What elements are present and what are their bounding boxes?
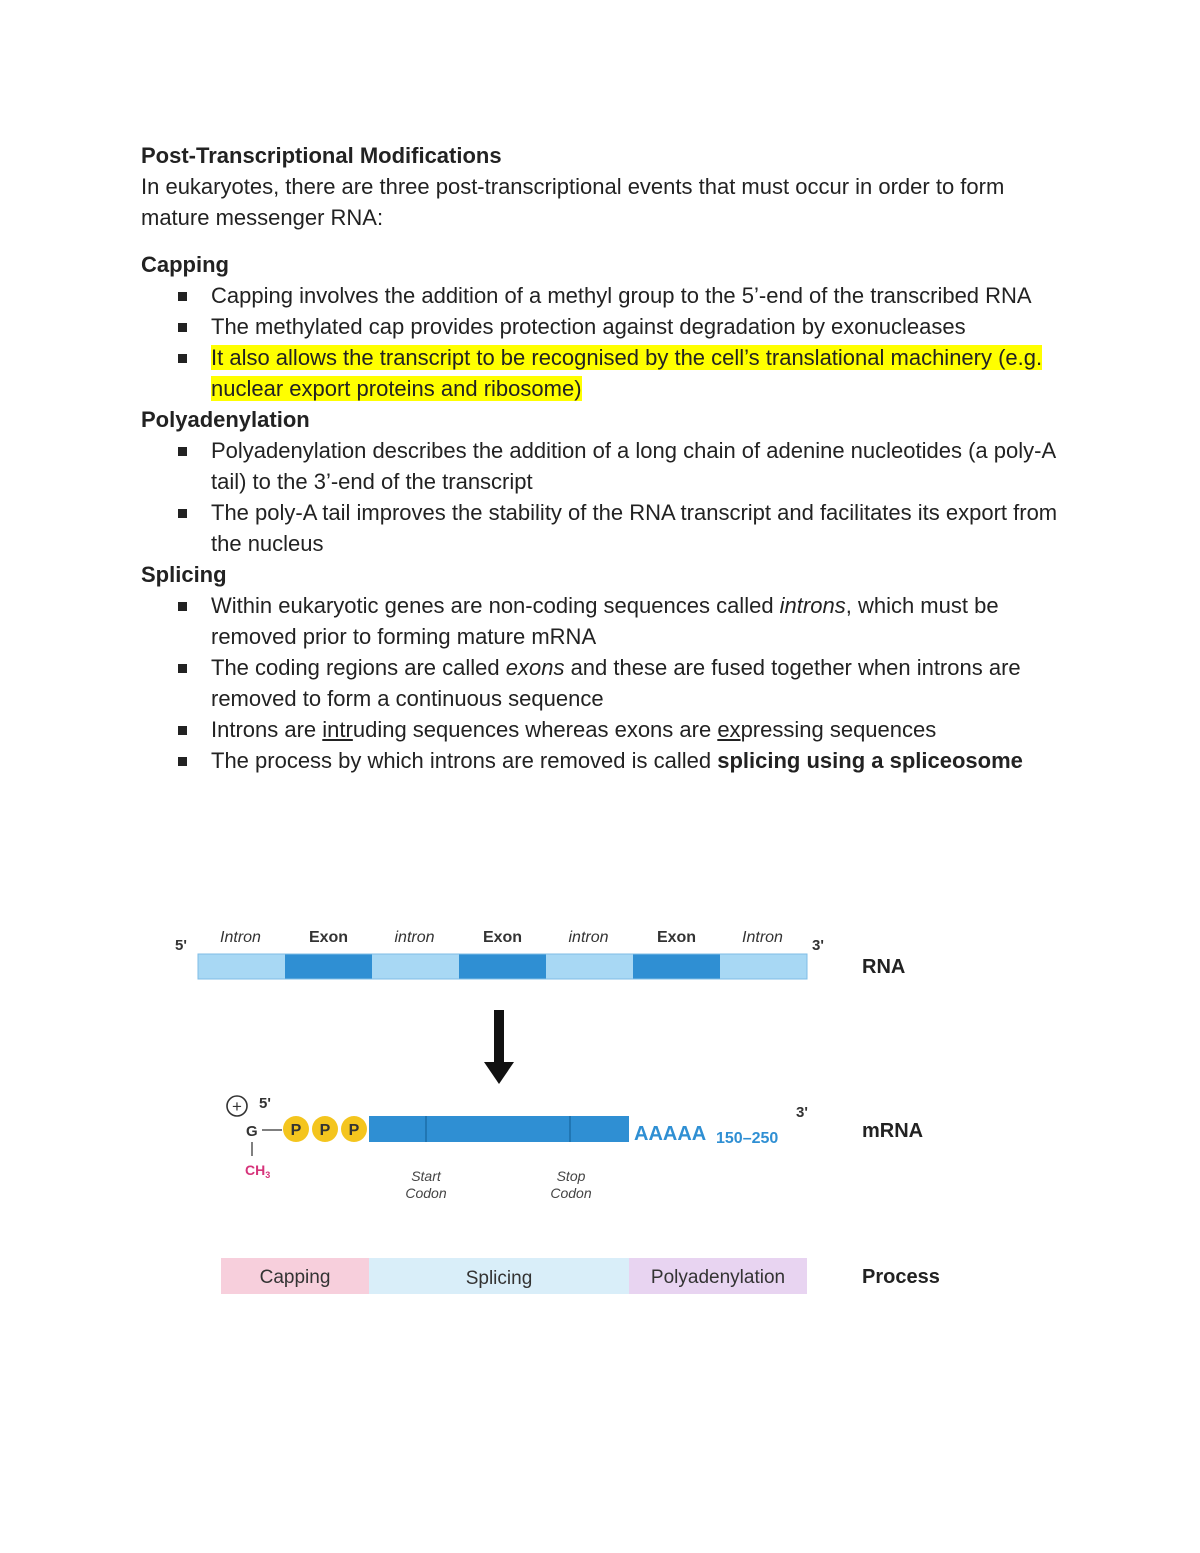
intron-label: intron bbox=[568, 929, 609, 946]
text-run: Within eukaryotic genes are non-coding sequences called bbox=[211, 593, 780, 618]
phosphate-label: P bbox=[290, 1122, 302, 1139]
phosphate-label: P bbox=[319, 1122, 331, 1139]
mrna-coding-bar bbox=[369, 1116, 629, 1142]
intron-label: Intron bbox=[742, 929, 783, 946]
rna-3prime-label: 3' bbox=[812, 937, 824, 954]
rna-row-label: RNA bbox=[862, 956, 906, 978]
heading-polyadenylation: Polyadenylation bbox=[141, 407, 310, 432]
list-item: Capping involves the addition of a methyl group to the 5’-end of the transcribed RNA bbox=[141, 280, 1061, 311]
poly-a-tail: AAAAA bbox=[634, 1123, 707, 1145]
down-arrow-icon bbox=[484, 1010, 514, 1084]
exon-segment bbox=[633, 954, 721, 979]
stop-codon-label-1: Stop bbox=[556, 1168, 586, 1184]
triphosphate-group bbox=[283, 1116, 367, 1142]
bold-text: splicing using a spliceosome bbox=[717, 748, 1023, 773]
stop-codon-label-2: Codon bbox=[550, 1185, 592, 1201]
guanine-label: G bbox=[246, 1123, 258, 1140]
text-run: The process by which introns are removed is called bbox=[211, 748, 718, 773]
exon-label: Exon bbox=[656, 929, 697, 946]
mrna-3prime-label: 3' bbox=[796, 1104, 808, 1121]
intron-segment bbox=[198, 954, 286, 979]
mrna-row-label: mRNA bbox=[862, 1120, 924, 1142]
rna-strand bbox=[198, 929, 808, 979]
text-run: uding sequences whereas exons are bbox=[352, 717, 718, 742]
text-run: The coding regions are called bbox=[211, 655, 506, 680]
plus-icon bbox=[227, 1096, 247, 1116]
process-splicing-label: Splicing bbox=[465, 1268, 533, 1289]
intron-label: Intron bbox=[220, 929, 261, 946]
intron-segment bbox=[372, 954, 460, 979]
process-polyadenylation-label: Polyadenylation bbox=[650, 1267, 786, 1288]
rna-5prime-label: 5' bbox=[175, 937, 187, 954]
process-row-label: Process bbox=[862, 1266, 940, 1288]
intro-paragraph: In eukaryotes, there are three post-transcriptional events that must occur in order to form mature messenger RNA: bbox=[141, 174, 1005, 230]
intron-segment bbox=[546, 954, 634, 979]
underlined-text: intr bbox=[322, 717, 353, 742]
intron-label: intron bbox=[394, 929, 435, 946]
text-run: pressing sequences bbox=[740, 717, 937, 742]
exon-segment bbox=[459, 954, 547, 979]
document-title: Post-Transcriptional Modifications bbox=[141, 143, 502, 168]
list-item: The poly-A tail improves the stability of the RNA transcript and facilitates its export from the nucleus bbox=[141, 497, 1061, 559]
phosphate-label: P bbox=[348, 1122, 360, 1139]
poly-a-length: 150–250 bbox=[716, 1130, 779, 1147]
start-codon-label-1: Start bbox=[411, 1168, 441, 1184]
intron-segment bbox=[720, 954, 808, 979]
exon-segment bbox=[285, 954, 373, 979]
exon-label: Exon bbox=[308, 929, 349, 946]
list-item: The methylated cap provides protection against degradation by exonucleases bbox=[141, 311, 1061, 342]
start-codon-label-2: Codon bbox=[405, 1185, 447, 1201]
process-capping-label: Capping bbox=[259, 1267, 331, 1288]
mrna-5prime-label: 5' bbox=[259, 1095, 271, 1112]
italic-introns: introns bbox=[779, 593, 846, 618]
text-run: , which must be removed prior to forming mature mRNA bbox=[211, 593, 999, 649]
svg-text:+: + bbox=[232, 1097, 242, 1116]
text-run: Introns are bbox=[211, 717, 323, 742]
exon-label: Exon bbox=[482, 929, 523, 946]
methyl-label: $CH_3$ bbox=[245, 1162, 271, 1180]
highlighted-text: It also allows the transcript to be recognised by the cell’s translational machinery (e.g. nuclear export proteins and ribosome) bbox=[211, 345, 1043, 401]
list-item: Polyadenylation describes the addition of a long chain of adenine nucleotides (a poly-A tail) to the 3’-end of the transcript bbox=[141, 435, 1061, 497]
heading-splicing: Splicing bbox=[141, 562, 227, 587]
heading-capping: Capping bbox=[141, 252, 229, 277]
text-run: and these are fused together when introns are removed to form a continuous sequence bbox=[211, 655, 1021, 711]
underlined-text: ex bbox=[717, 717, 741, 742]
italic-exons: exons bbox=[505, 655, 565, 680]
